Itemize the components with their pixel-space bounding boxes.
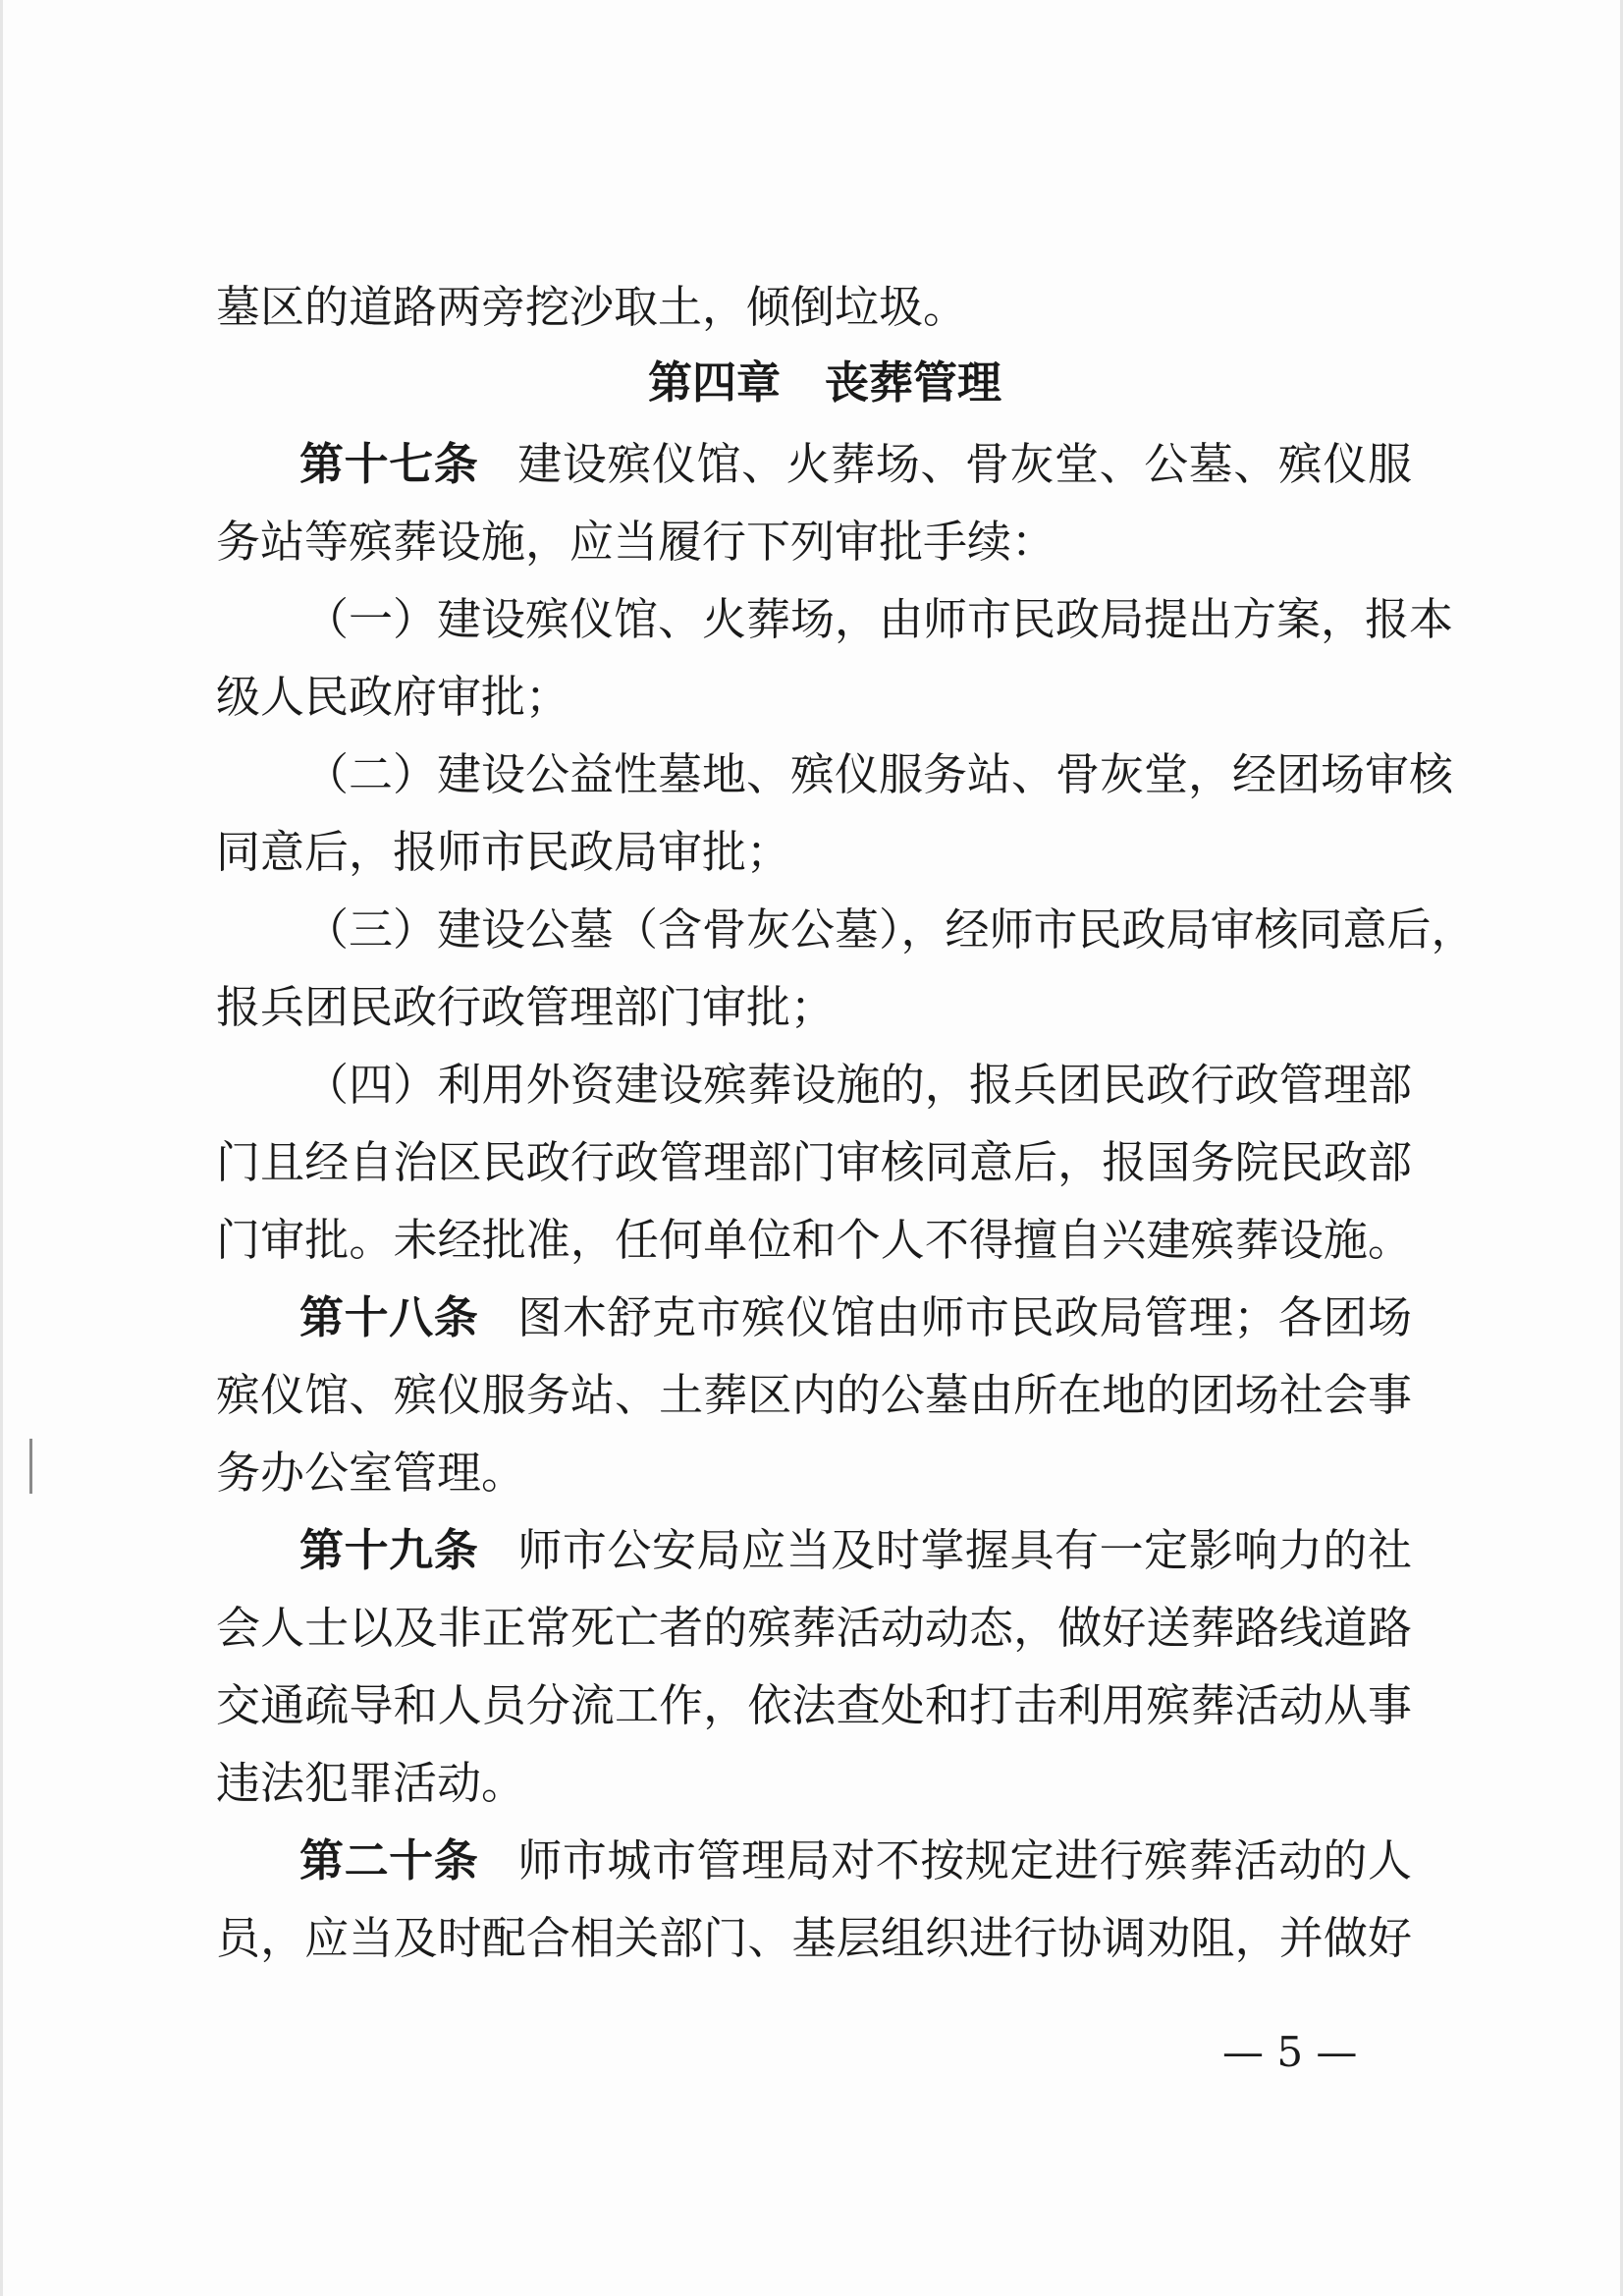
article-18-line-1 — [299, 1288, 1412, 1347]
article-19-line-2: 会人士以及非正常死亡者的殡葬活动动态，做好送葬路线道路 — [216, 1602, 1412, 1654]
scan-margin-mark — [29, 1439, 32, 1494]
article-18-head: 第十八条 — [299, 1291, 479, 1343]
article-19-line-3: 交通疏导和人员分流工作，依法查处和打击利用殡葬活动从事 — [216, 1679, 1412, 1731]
article-19-line-4: 违法犯罪活动。 — [216, 1757, 526, 1809]
article-20-text-1: 师市城市管理局对不按规定进行殡葬活动的人 — [517, 1834, 1412, 1886]
article-17-item-3-line-1: （三）建设公墓（含骨灰公墓），经师市民政局审核同意后， — [304, 903, 1476, 956]
article-17-item-4-line-2: 门且经自治区民政行政管理部门审核同意后，报国务院民政部 — [216, 1136, 1412, 1188]
article-20-head: 第二十条 — [299, 1834, 479, 1886]
chapter-number: 第四章 — [648, 356, 782, 409]
article-18-text-1: 图木舒克市殡仪馆由师市民政局管理；各团场 — [517, 1291, 1412, 1343]
article-20-line-1 — [299, 1831, 1412, 1890]
article-17-item-2-line-1: （二）建设公益性墓地、殡仪服务站、骨灰堂，经团场审核 — [304, 748, 1454, 800]
article-17-item-4-line-3: 门审批。未经批准，任何单位和个人不得擅自兴建殡葬设施。 — [216, 1214, 1412, 1266]
article-17-head: 第十七条 — [299, 438, 479, 490]
fragment-line: 墓区的道路两旁挖沙取土，倾倒垃圾。 — [216, 281, 968, 333]
article-17-item-2-line-2: 同意后，报师市民政局审批； — [216, 826, 791, 878]
article-19-text-1: 师市公安局应当及时掌握具有一定影响力的社 — [517, 1524, 1412, 1576]
chapter-heading — [648, 354, 1001, 412]
article-17-line-2: 务站等殡葬设施，应当履行下列审批手续： — [216, 516, 1056, 568]
article-17-item-4-line-1: （四）利用外资建设殡葬设施的，报兵团民政行政管理部 — [304, 1059, 1412, 1111]
article-17-line-1 — [299, 435, 1412, 494]
article-17-text-1: 建设殡仪馆、火葬场、骨灰堂、公墓、殡仪服 — [517, 438, 1412, 490]
article-17-item-1-line-2: 级人民政府审批； — [216, 671, 570, 723]
scan-edge-left — [0, 0, 3, 2296]
page-number: — 5 — — [1222, 2028, 1358, 2076]
chapter-title: 丧葬管理 — [825, 356, 1002, 409]
article-19-head: 第十九条 — [299, 1524, 479, 1576]
article-19-line-1 — [299, 1521, 1412, 1580]
article-18-line-3: 务办公室管理。 — [216, 1447, 526, 1499]
article-20-line-2: 员，应当及时配合相关部门、基层组织进行协调劝阻，并做好 — [216, 1912, 1412, 1964]
article-17-item-3-line-2: 报兵团民政行政管理部门审批； — [216, 981, 836, 1033]
article-18-line-2: 殡仪馆、殡仪服务站、土葬区内的公墓由所在地的团场社会事 — [216, 1369, 1412, 1421]
article-17-item-1-line-1: （一）建设殡仪馆、火葬场，由师市民政局提出方案，报本 — [304, 593, 1454, 645]
